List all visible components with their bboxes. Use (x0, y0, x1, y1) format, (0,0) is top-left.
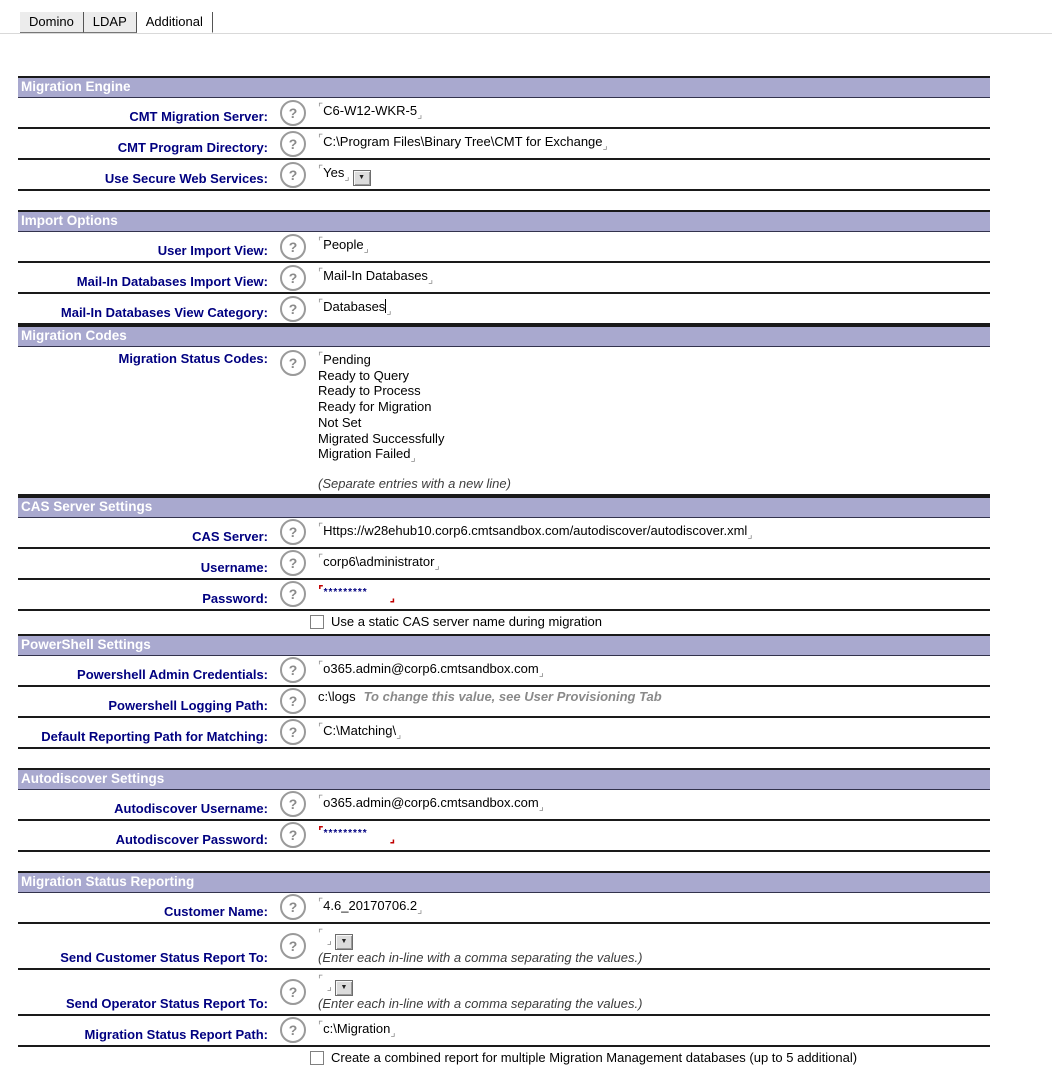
migration-status-codes-line: Ready for Migration (318, 399, 432, 415)
help-icon[interactable]: ? (280, 350, 306, 376)
use-secure-web-services-label: Use Secure Web Services: (104, 171, 268, 186)
mail-in-databases-import-view-field[interactable]: Mail-In Databases (323, 268, 428, 283)
field-open-bracket-icon: ⌜ (318, 266, 324, 279)
powershell-admin-credentials-field[interactable]: o365.admin@corp6.cmtsandbox.com (323, 660, 539, 676)
cas-username-label: Username: (200, 559, 268, 575)
migration-status-codes-line: Ready to Query (318, 367, 410, 383)
combined-report-checkbox-label: Create a combined report for multiple Migration Management databases (up to 5 additional) (331, 1050, 858, 1066)
migration-status-codes-line: Migration Failed$_⌟$ (318, 446, 416, 465)
mail-in-databases-import-view-label: Mail-In Databases Import View: (76, 274, 268, 289)
field-open-bracket-icon: ⌜ (318, 297, 324, 310)
field-close-bracket-icon: ⌟ (363, 242, 369, 255)
powershell-logging-path-label: Powershell Logging Path: (108, 697, 268, 713)
cas-username-field[interactable]: corp6\administrator (323, 553, 435, 569)
migration-status-report-path-field[interactable]: c:\Migration (323, 1020, 391, 1036)
migration-status-codes-line: Not Set (318, 414, 362, 430)
help-icon[interactable]: ? (280, 131, 306, 157)
field-close-bracket-icon: ⌟ (538, 665, 544, 679)
mail-in-databases-view-category-field[interactable]: Databases (323, 299, 386, 314)
migration-status-codes-field[interactable] (318, 349, 990, 466)
field-close-bracket-icon: ⌟ (747, 527, 753, 541)
send-customer-status-report-to-hint: (Enter each in-line with a comma separating the values.) (318, 949, 643, 965)
help-icon[interactable]: ? (280, 933, 306, 959)
tab-ldap[interactable]: LDAP (84, 12, 137, 33)
field-close-bracket-icon: ⌟ (410, 451, 416, 465)
cas-password-field[interactable]: ********* (323, 586, 368, 598)
powershell-logging-path-value-cell (314, 687, 990, 716)
cmt-program-directory-field[interactable]: C:\Program Files\Binary Tree\CMT for Exchange (323, 134, 603, 149)
migration-status-report-path-value-cell (314, 1016, 990, 1045)
migration-status-report-path-help-cell (272, 1016, 314, 1045)
mail-in-databases-import-view-help-cell (272, 263, 314, 292)
section-migration-engine (18, 76, 990, 191)
send-customer-status-report-to-help-cell (272, 924, 314, 968)
cas-username-help-cell (272, 549, 314, 578)
cmt-migration-server-field[interactable]: C6-W12-WKR-5 (323, 103, 418, 118)
help-icon[interactable]: ? (280, 234, 306, 260)
field-open-bracket-icon: ⌜ (318, 520, 324, 534)
send-customer-status-report-to-label: Send Customer Status Report To: (60, 949, 268, 965)
use-secure-web-services-field[interactable]: Yes (323, 165, 345, 180)
send-customer-status-report-to-dropdown-icon[interactable]: ▼ (335, 934, 353, 950)
cmt-program-directory-row (18, 129, 990, 160)
migration-status-codes-label: Migration Status Codes: (118, 351, 268, 366)
default-reporting-path-for-matching-label: Default Reporting Path for Matching: (41, 728, 268, 744)
autodiscover-username-field[interactable]: o365.admin@corp6.cmtsandbox.com (323, 794, 539, 810)
help-icon[interactable]: ? (280, 100, 306, 126)
migration-status-codes-help-cell (272, 347, 314, 494)
form-area (18, 76, 990, 1070)
cas-password-help-cell (272, 580, 314, 609)
field-open-bracket-icon: ⌜ (318, 235, 324, 248)
autodiscover-password-label: Autodiscover Password: (115, 831, 268, 847)
field-close-bracket-icon: ⌟ (396, 727, 402, 741)
field-open-bracket-icon: ⌜ (318, 163, 324, 176)
tab-domino[interactable]: Domino (20, 12, 84, 33)
combined-report-checkbox-row (18, 1047, 990, 1070)
customer-name-help-cell (272, 893, 314, 922)
autodiscover-password-field[interactable]: ********* (323, 827, 368, 839)
cas-server-label: CAS Server: (192, 528, 268, 544)
powershell-logging-path-row (18, 687, 990, 718)
mail-in-databases-view-category-row (18, 294, 990, 325)
default-reporting-path-for-matching-row (18, 718, 990, 749)
autodiscover-username-value-cell (314, 790, 990, 819)
help-icon[interactable]: ? (280, 296, 306, 322)
migration-status-codes-line: ⌜Pending (318, 350, 371, 367)
autodiscover-username-label: Autodiscover Username: (114, 800, 268, 816)
field-close-bracket-icon: ⌟ (417, 902, 423, 916)
password-field-open-bracket-icon: ⌜ (318, 823, 324, 838)
use-secure-web-services-value-cell (314, 160, 990, 189)
field-open-bracket-icon: ⌜ (318, 1018, 324, 1032)
use-secure-web-services-row (18, 160, 990, 191)
powershell-admin-credentials-value-cell (314, 656, 990, 685)
default-reporting-path-for-matching-help-cell (272, 718, 314, 747)
cas-username-row (18, 549, 990, 580)
customer-name-value-cell (314, 893, 990, 922)
field-open-bracket-icon: ⌜ (318, 720, 324, 734)
send-operator-status-report-to-row (18, 970, 990, 1016)
customer-name-label: Customer Name: (163, 903, 268, 919)
password-field-open-bracket-icon: ⌜ (318, 582, 324, 597)
powershell-admin-credentials-help-cell (272, 656, 314, 685)
mail-in-databases-view-category-value-cell (314, 294, 990, 323)
field-close-bracket-icon: ⌟ (417, 108, 423, 121)
migration-status-report-path-row (18, 1016, 990, 1047)
cmt-program-directory-label: CMT Program Directory: (117, 140, 268, 155)
use-static-cas-server-checkbox[interactable] (310, 615, 324, 629)
customer-name-row (18, 893, 990, 924)
field-open-bracket-icon: ⌜ (318, 350, 324, 363)
powershell-admin-credentials-label: Powershell Admin Credentials: (77, 666, 268, 682)
cas-password-label: Password: (202, 590, 268, 606)
field-open-bracket-icon: ⌜ (318, 926, 324, 940)
cmt-migration-server-help-cell (272, 98, 314, 127)
send-operator-status-report-to-help-cell (272, 970, 314, 1014)
use-secure-web-services-help-cell (272, 160, 314, 189)
password-field-close-bracket-icon: ⌟ (389, 830, 396, 845)
powershell-logging-path-help-cell (272, 687, 314, 716)
help-icon[interactable]: ? (280, 822, 306, 848)
autodiscover-username-row (18, 790, 990, 821)
powershell-logging-path-hint: To change this value, see User Provisioning Tab (363, 688, 662, 704)
default-reporting-path-for-matching-field[interactable]: C:\Matching\ (323, 722, 397, 738)
tab-additional[interactable]: Additional (137, 12, 213, 33)
field-close-bracket-icon: ⌟ (427, 273, 434, 286)
send-customer-status-report-to-row (18, 924, 990, 970)
migration-status-codes-line: Migrated Successfully (318, 430, 445, 446)
migration-status-codes-row (18, 347, 990, 496)
field-close-bracket-icon: ⌟ (390, 1025, 396, 1039)
customer-name-field[interactable]: 4.6_20170706.2 (323, 897, 418, 913)
help-icon[interactable]: ? (280, 688, 306, 714)
field-close-bracket-icon: ⌟ (344, 170, 350, 183)
cas-password-row (18, 580, 990, 611)
cmt-program-directory-help-cell (272, 129, 314, 158)
cas-server-row (18, 518, 990, 549)
migration-status-codes-line: Ready to Process (318, 383, 421, 399)
section-autodiscover-settings (18, 768, 990, 852)
spacer (318, 466, 990, 476)
field-close-bracket-icon: ⌟ (538, 799, 544, 813)
send-operator-status-report-to-field-line (318, 972, 990, 996)
powershell-logging-path-field: c:\logs (318, 688, 356, 704)
use-secure-web-services-dropdown-icon[interactable]: ▼ (353, 170, 371, 186)
section-powershell-settings (18, 634, 990, 749)
cas-server-value-cell (314, 518, 990, 547)
help-icon[interactable]: ? (280, 550, 306, 576)
autodiscover-password-value-cell (314, 821, 990, 850)
cas-password-value-cell (314, 580, 990, 609)
field-open-bracket-icon: ⌜ (318, 132, 324, 145)
section-migration-status-reporting (18, 871, 990, 1070)
cas-server-help-cell (272, 518, 314, 547)
field-open-bracket-icon: ⌜ (318, 972, 324, 986)
user-import-view-value-cell (314, 232, 990, 261)
send-operator-status-report-to-dropdown-icon[interactable]: ▼ (335, 980, 353, 996)
user-import-view-help-cell (272, 232, 314, 261)
field-open-bracket-icon: ⌜ (318, 792, 324, 806)
help-icon[interactable]: ? (280, 657, 306, 683)
cmt-migration-server-row (18, 98, 990, 129)
send-customer-status-report-to-value-cell (314, 924, 990, 968)
section-import-options (18, 210, 990, 325)
autodiscover-username-help-cell (272, 790, 314, 819)
send-customer-status-report-to-field-line (318, 926, 990, 950)
field-close-bracket-icon: ⌟ (326, 979, 332, 993)
password-field-close-bracket-icon: ⌟ (389, 589, 396, 604)
help-icon[interactable]: ? (280, 791, 306, 817)
section-header-migration-status-reporting: Migration Status Reporting (18, 871, 990, 893)
user-import-view-field[interactable]: People (323, 237, 364, 252)
section-header-powershell-settings: PowerShell Settings (18, 634, 990, 656)
cmt-migration-server-label: CMT Migration Server: (129, 109, 268, 124)
migration-status-codes-value-cell (314, 347, 990, 494)
help-icon[interactable]: ? (280, 894, 306, 920)
help-icon[interactable]: ? (280, 162, 306, 188)
mail-in-databases-import-view-row (18, 263, 990, 294)
send-operator-status-report-to-label: Send Operator Status Report To: (66, 995, 268, 1011)
section-header-import-options: Import Options (18, 210, 990, 232)
combined-report-checkbox[interactable] (310, 1051, 324, 1065)
tab-bar (0, 0, 1052, 34)
section-header-migration-engine: Migration Engine (18, 76, 990, 98)
help-icon[interactable]: ? (280, 719, 306, 745)
help-icon[interactable]: ? (280, 581, 306, 607)
use-static-cas-server-checkbox-label: Use a static CAS server name during migration (331, 614, 602, 630)
field-close-bracket-icon: ⌟ (386, 304, 392, 317)
section-migration-codes (18, 325, 990, 496)
migration-status-codes-hint: (Separate entries with a new line) (318, 475, 511, 491)
autodiscover-password-help-cell (272, 821, 314, 850)
field-open-bracket-icon: ⌜ (318, 101, 324, 114)
mail-in-databases-view-category-help-cell (272, 294, 314, 323)
mail-in-databases-import-view-value-cell (314, 263, 990, 292)
field-open-bracket-icon: ⌜ (318, 895, 324, 909)
section-header-autodiscover-settings: Autodiscover Settings (18, 768, 990, 790)
help-icon[interactable]: ? (280, 265, 306, 291)
cmt-program-directory-value-cell (314, 129, 990, 158)
help-icon[interactable]: ? (280, 1017, 306, 1043)
send-operator-status-report-to-hint: (Enter each in-line with a comma separating the values.) (318, 995, 643, 1011)
section-header-migration-codes: Migration Codes (18, 325, 990, 347)
field-open-bracket-icon: ⌜ (318, 658, 324, 672)
user-import-view-label: User Import View: (157, 243, 268, 258)
cas-username-value-cell (314, 549, 990, 578)
send-operator-status-report-to-value-cell (314, 970, 990, 1014)
user-import-view-row (18, 232, 990, 263)
cmt-migration-server-value-cell (314, 98, 990, 127)
autodiscover-password-row (18, 821, 990, 852)
migration-status-report-path-label: Migration Status Report Path: (84, 1026, 268, 1042)
mail-in-databases-view-category-label: Mail-In Databases View Category: (60, 305, 268, 320)
field-close-bracket-icon: ⌟ (602, 139, 608, 152)
field-open-bracket-icon: ⌜ (318, 551, 324, 565)
section-cas-server-settings (18, 496, 990, 634)
help-icon[interactable]: ? (280, 979, 306, 1005)
field-close-bracket-icon: ⌟ (326, 933, 332, 947)
field-close-bracket-icon: ⌟ (434, 558, 440, 572)
default-reporting-path-for-matching-value-cell (314, 718, 990, 747)
use-static-cas-server-checkbox-row (18, 611, 990, 634)
cas-server-field[interactable]: Https://w28ehub10.corp6.cmtsandbox.com/autodiscover/autodiscover.xml (323, 522, 748, 538)
section-header-cas-server-settings: CAS Server Settings (18, 496, 990, 518)
help-icon[interactable]: ? (280, 519, 306, 545)
powershell-admin-credentials-row (18, 656, 990, 687)
